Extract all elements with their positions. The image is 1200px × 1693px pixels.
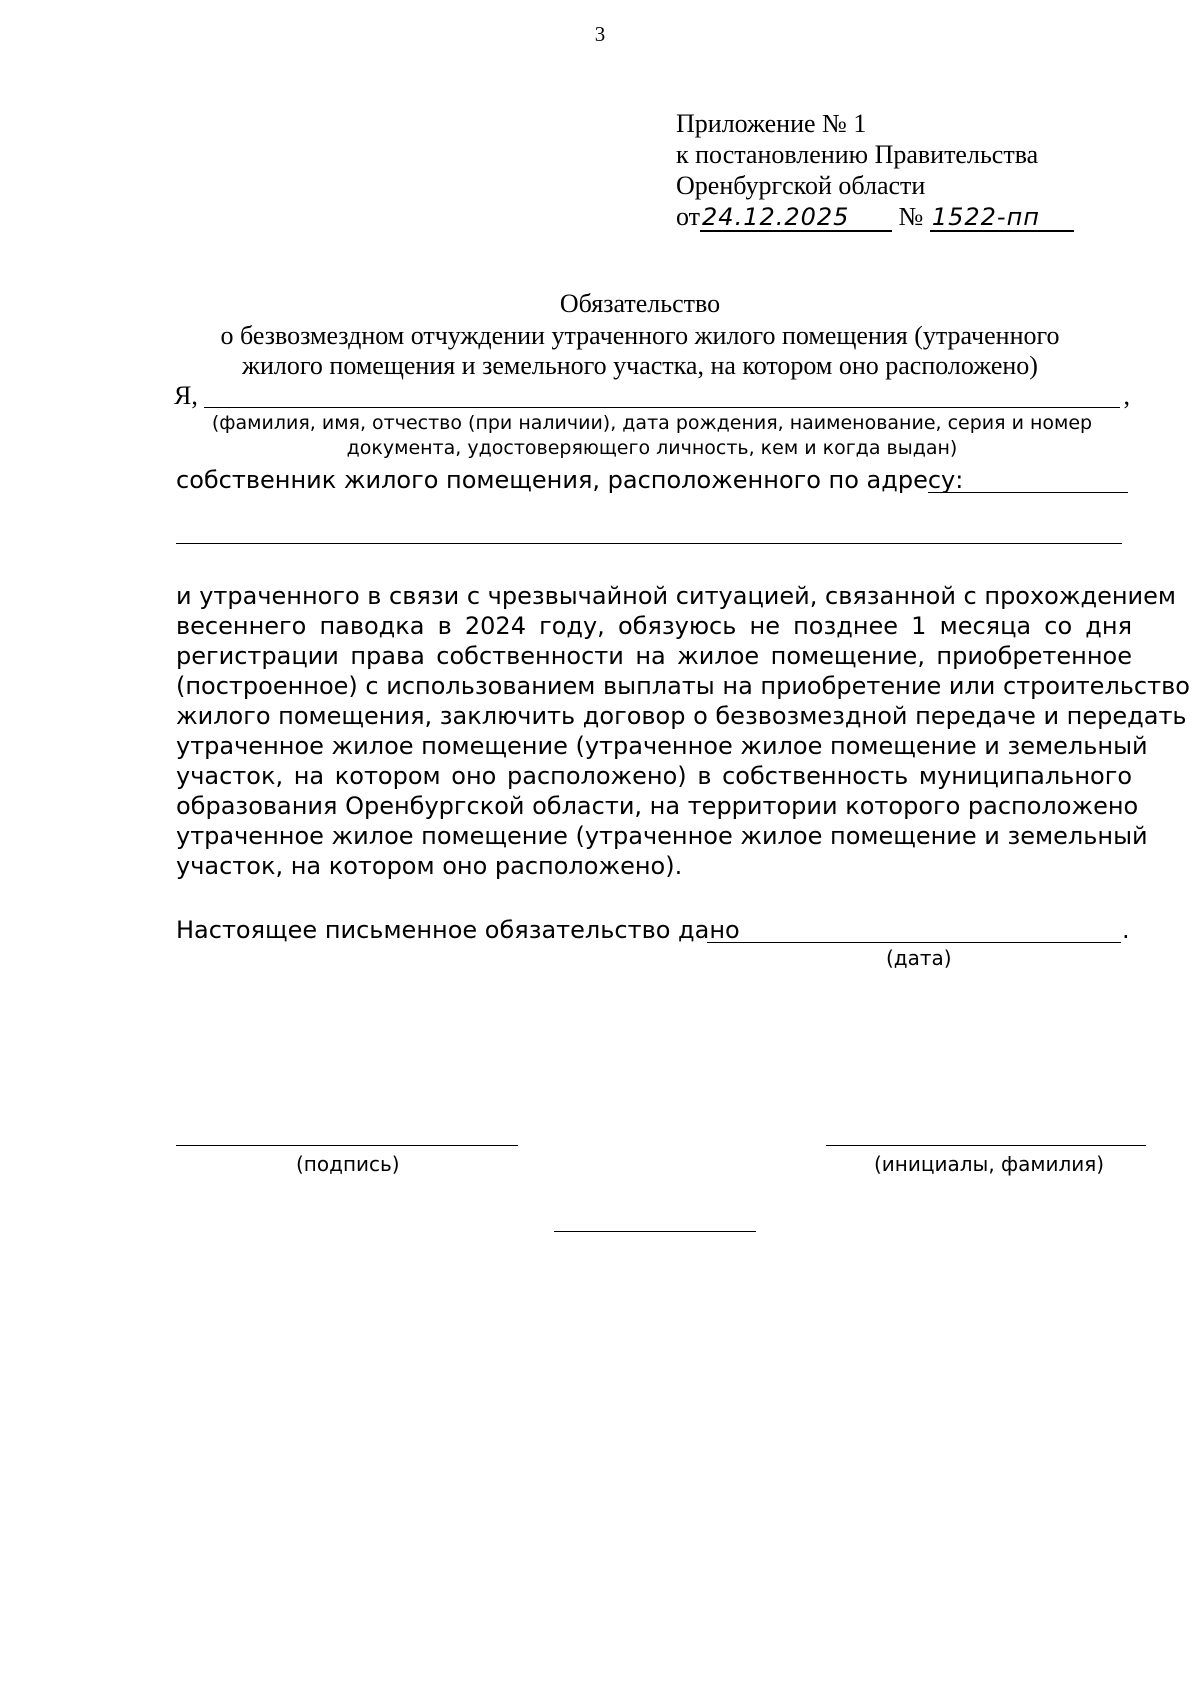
initials-surname-hint: (инициалы, фамилия): [874, 1152, 1105, 1176]
body-line: участок, на котором оно расположено) в собственность муниципального: [176, 762, 1132, 790]
address-continuation-blank-line[interactable]: [176, 543, 1122, 544]
body-line: жилого помещения, заключить договор о безвозмездной передаче и передать: [176, 702, 1187, 730]
body-line: регистрации права собственности на жилое помещение, приобретенное: [176, 642, 1132, 670]
body-line: образования Оренбургской области, на территории которого расположено: [176, 792, 1139, 820]
owner-address-row: [176, 465, 1128, 497]
body-line: утраченное жилое помещение (утраченное жилое помещение и земельный: [176, 822, 1148, 850]
owner-address-label: собственник жилого помещения, расположенного по адресу:: [176, 466, 964, 494]
signature-blank-line[interactable]: [176, 1145, 518, 1146]
date-prefix: от: [676, 202, 701, 231]
declarant-hint-line-1: (фамилия, имя, отчество (при наличии), дата рождения, наименование, серия и номер: [211, 412, 1093, 434]
initials-surname-blank-line[interactable]: [826, 1145, 1146, 1146]
document-subtitle-line-2: жилого помещения и земельного участка, на котором оно расположено): [242, 351, 1038, 380]
body-line: весеннего паводка в 2024 году, обязуюсь не позднее 1 месяца со дня: [176, 612, 1132, 640]
owner-address-blank-line[interactable]: [928, 492, 1128, 493]
declarant-row: [174, 380, 1130, 412]
given-label: Настоящее письменное обязательство дано: [176, 916, 740, 944]
date-hint: (дата): [886, 946, 952, 970]
given-date-row: [176, 915, 1132, 947]
appendix-line-2: к постановлению Правительства: [676, 140, 1039, 169]
body-line: и утраченного в связи с чрезвычайной ситуацией, связанной с прохождением: [176, 582, 1177, 610]
body-line: участок, на котором оно расположено).: [176, 852, 683, 880]
page-number: 3: [594, 22, 606, 46]
body-line: утраченное жилое помещение (утраченное жилое помещение и земельный: [176, 732, 1148, 760]
signature-hint: (подпись): [296, 1152, 400, 1176]
obligation-body-text: [176, 581, 1190, 881]
appendix-block: [676, 108, 1074, 232]
document-end-divider: [554, 1231, 756, 1232]
document-subtitle-line-1: о безвозмездном отчуждении утраченного жилого помещения (утраченного: [220, 321, 1060, 350]
number-prefix: №: [898, 202, 924, 231]
appendix-line-3: Оренбургской области: [676, 171, 926, 200]
declarant-blank-line[interactable]: [204, 407, 1120, 408]
document-title: Обязательство: [559, 289, 721, 318]
body-line: (построенное) с использованием выплаты на приобретение или строительство: [176, 672, 1190, 700]
appendix-date-row: [676, 201, 1074, 232]
handwritten-number: 1522-пп: [930, 204, 1074, 232]
given-suffix: .: [1122, 916, 1130, 944]
handwritten-date: 24.12.2025: [700, 204, 892, 232]
declarant-prefix: Я,: [174, 381, 198, 410]
declarant-suffix: ,: [1123, 381, 1130, 410]
given-date-blank-line[interactable]: [707, 942, 1121, 943]
appendix-line-1: Приложение № 1: [676, 109, 867, 138]
declarant-hint-line-2: документа, удостоверяющего личность, кем и когда выдан): [346, 437, 958, 459]
